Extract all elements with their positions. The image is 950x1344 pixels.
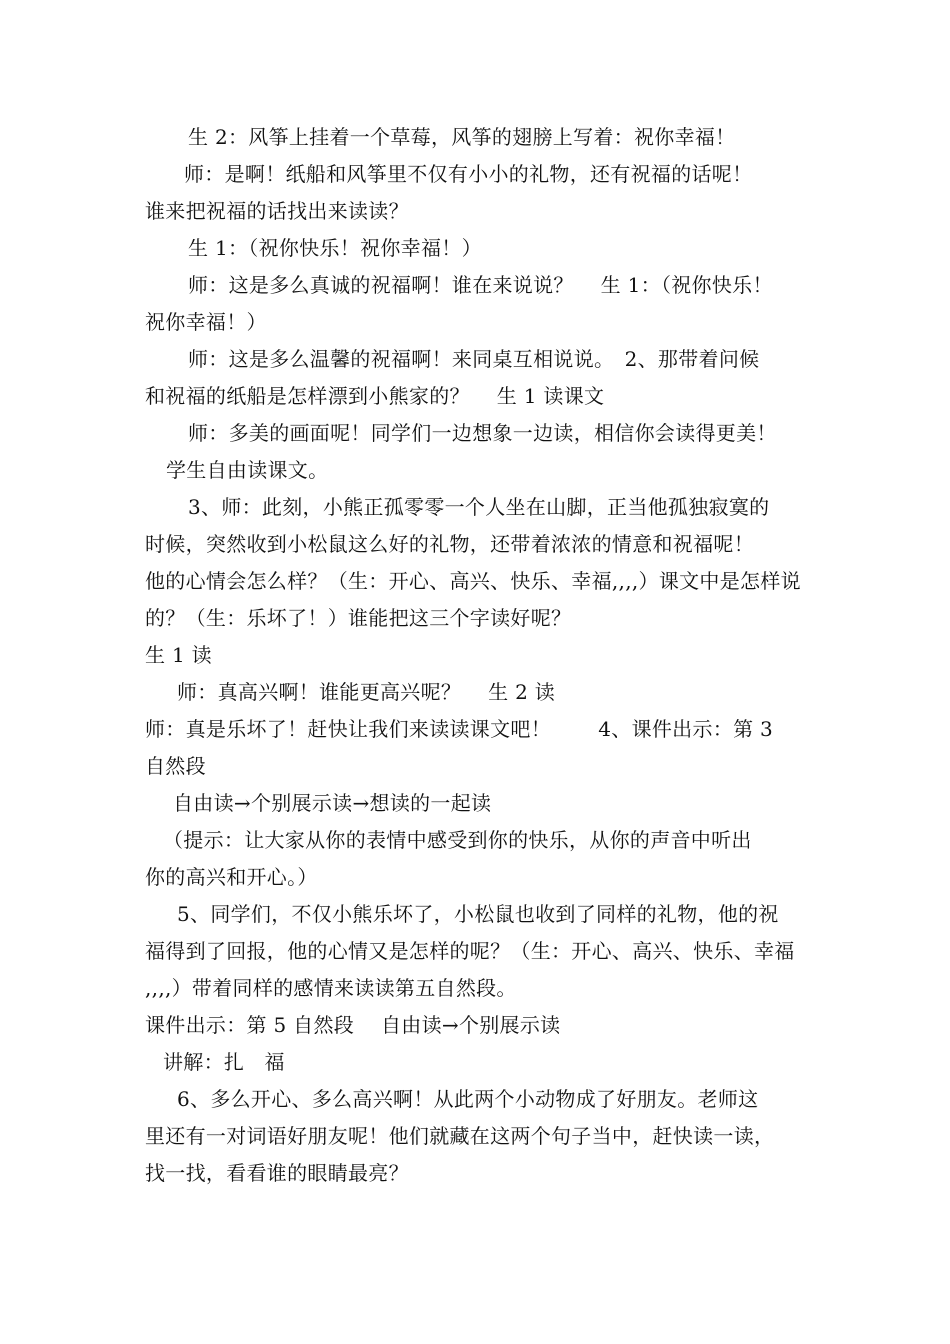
text-line: ,,,,）带着同样的感情来读读第五自然段。 xyxy=(145,976,517,1000)
text-line: 福得到了回报，他的心情又是怎样的呢？（生：开心、高兴、快乐、幸福 xyxy=(145,939,795,963)
text-line: 谁来把祝福的话找出来读读？ xyxy=(145,199,409,223)
text-line: 5、同学们，不仅小熊乐坏了，小松鼠也收到了同样的礼物，他的祝 xyxy=(177,902,779,926)
text-line: 师：真是乐坏了！赶快让我们来读读课文吧！ 4、课件出示：第 3 xyxy=(145,717,774,741)
text-line: 里还有一对词语好朋友呢！他们就藏在这两个句子当中，赶快读一读， xyxy=(145,1124,775,1148)
text-line: 生 1 读 xyxy=(145,643,212,667)
text-line: 时候，突然收到小松鼠这么好的礼物，还带着浓浓的情意和祝福呢！ xyxy=(145,532,754,556)
text-line: 的？（生：乐坏了！）谁能把这三个字读好呢？ xyxy=(145,606,572,630)
text-line: 你的高兴和开心。） xyxy=(145,865,318,889)
text-line: 师：这是多么温馨的祝福啊！来同桌互相说说。 2、那带着问候 xyxy=(188,347,760,371)
text-line: 生 1：（祝你快乐！祝你幸福！） xyxy=(188,236,482,260)
text-line: 讲解：扎 福 xyxy=(163,1050,285,1074)
text-line: 师：多美的画面呢！同学们一边想象一边读，相信你会读得更美！ xyxy=(188,421,777,445)
text-line: 6、多么开心、多么高兴啊！从此两个小动物成了好朋友。老师这 xyxy=(177,1087,759,1111)
text-line: 3、师：此刻，小熊正孤零零一个人坐在山脚，正当他孤独寂寞的 xyxy=(188,495,770,519)
text-line: 师：是啊！纸船和风筝里不仅有小小的礼物，还有祝福的话呢！ xyxy=(184,162,753,186)
text-line: 和祝福的纸船是怎样漂到小熊家的？ 生 1 读课文 xyxy=(145,384,605,408)
text-line: 自然段 xyxy=(145,754,206,778)
text-line: 他的心情会怎么样？（生：开心、高兴、快乐、幸福,,,,）课文中是怎样说 xyxy=(145,569,801,593)
text-line: 找一找，看看谁的眼睛最亮？ xyxy=(145,1161,409,1185)
text-line: 生 2：风筝上挂着一个草莓，风筝的翅膀上写着：祝你幸福！ xyxy=(188,125,736,149)
text-line: 课件出示：第 5 自然段 自由读→个别展示读 xyxy=(145,1013,561,1037)
text-line: 祝你幸福！） xyxy=(145,310,267,334)
text-line: 自由读→个别展示读→想读的一起读 xyxy=(173,791,492,815)
text-line: 师：这是多么真诚的祝福啊！谁在来说说？ 生 1：（祝你快乐！ xyxy=(188,273,773,297)
text-line: 学生自由读课文。 xyxy=(166,458,329,482)
text-line: 师：真高兴啊！谁能更高兴呢？ 生 2 读 xyxy=(177,680,556,704)
text-line: （提示：让大家从你的表情中感受到你的快乐，从你的声音中听出 xyxy=(163,828,752,852)
